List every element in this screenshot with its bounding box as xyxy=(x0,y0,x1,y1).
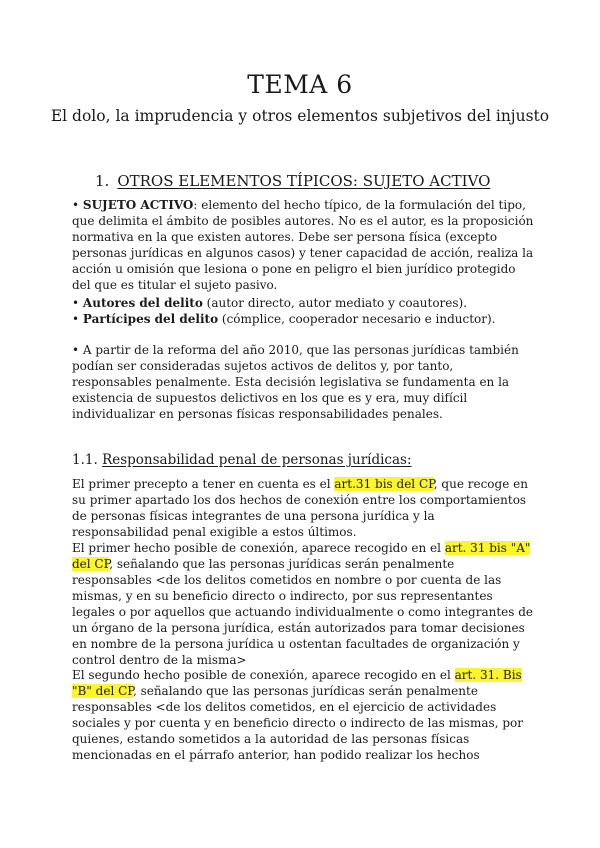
section-number: 1. xyxy=(95,172,110,190)
list-item-autores: • Autores del delito (autor directo, autor mediato y coautores). xyxy=(72,296,468,310)
subsection-heading xyxy=(72,452,412,468)
section-title: OTROS ELEMENTOS TÍPICOS: SUJETO ACTIVO xyxy=(117,172,491,190)
bullet: • xyxy=(72,198,83,212)
paragraph-autores-participes xyxy=(72,295,534,327)
highlighted-reference: art. 31 bis "A" del CP xyxy=(72,541,531,571)
paragraph-text: : elemento del hecho típico, de la formulación del tipo, que delimita el ámbito de posibles autores. No es el autor, es la proposición normativa en la que existen autores. Debe ser persona física (excepto personas jurídicas en algunos casos) y tener capacidad de acción, realiza la acción u omisión que lesiona o pone en peligro el bien jurídico protegido del que es titular el sujeto pasivo. xyxy=(72,198,534,292)
paragraph-hecho-conexion-a: El primer hecho posible de conexión, aparece recogido en el art. 31 bis "A" del CP, señalando que las personas jurídicas serán penalmente responsables <de los delitos cometidos en nombre o por cuenta de las mismas, y en su beneficio directo o indirecto, por sus representantes legales o por aquellos que actuando individualmente o como integrantes de un órgano de la persona jurídica, están autorizados para tomar decisiones en nombre de la persona jurídica u ostentan facultades de organización y control dentro de la misma> xyxy=(72,541,534,667)
page-subtitle: El dolo, la imprudencia y otros elementos subjetivos del injusto xyxy=(50,107,550,125)
paragraph-art31bis: El primer precepto a tener en cuenta es el art.31 bis del CP, que recoge en su primer apartado los dos hechos de conexión entre los comportamientos de personas físicas integrantes de una persona jurídica y la responsabilidad penal exigible a estos últimos. xyxy=(72,477,528,539)
bold-term: Partícipes del delito xyxy=(82,312,219,326)
paragraph-hecho-conexion-b: El segundo hecho posible de conexión, aparece recogido en el art. 31. Bis "B" del CP, señalando que las personas jurídicas serán penalmente responsables <de los delitos cometidos, en el ejercicio de actividades sociales y por cuenta y en beneficio directo o indirecto de las mismas, por quienes, estando sometidos a la autoridad de las personas físicas mencionadas en el párrafo anterior, han podido realizar los hechos xyxy=(72,668,523,762)
subsection-number: 1.1. xyxy=(72,452,98,468)
bold-term: SUJETO ACTIVO xyxy=(82,198,194,212)
paragraph-reforma-2010: • A partir de la reforma del año 2010, que las personas jurídicas también podían ser consideradas sujetos activos de delitos y, por tanto, responsables penalmente. Esta decisión legislativa se fundamenta en la existencia de supuestos delictivos en los que es y era, muy difícil individualizar en personas físicas responsabilidades penales. xyxy=(72,343,519,421)
bold-term: Autores del delito xyxy=(82,296,203,310)
subsection-title: Responsabilidad penal de personas jurídicas: xyxy=(102,452,412,468)
paragraph-sujeto-activo xyxy=(72,197,534,293)
highlighted-reference: art.31 bis del CP xyxy=(334,477,434,491)
section-heading xyxy=(95,172,490,190)
page-title: TEMA 6 xyxy=(247,70,353,99)
list-item-participes: • Partícipes del delito (cómplice, cooperador necesario e inductor). xyxy=(72,312,496,326)
highlighted-reference: art. 31. Bis "B" del CP xyxy=(72,668,522,698)
